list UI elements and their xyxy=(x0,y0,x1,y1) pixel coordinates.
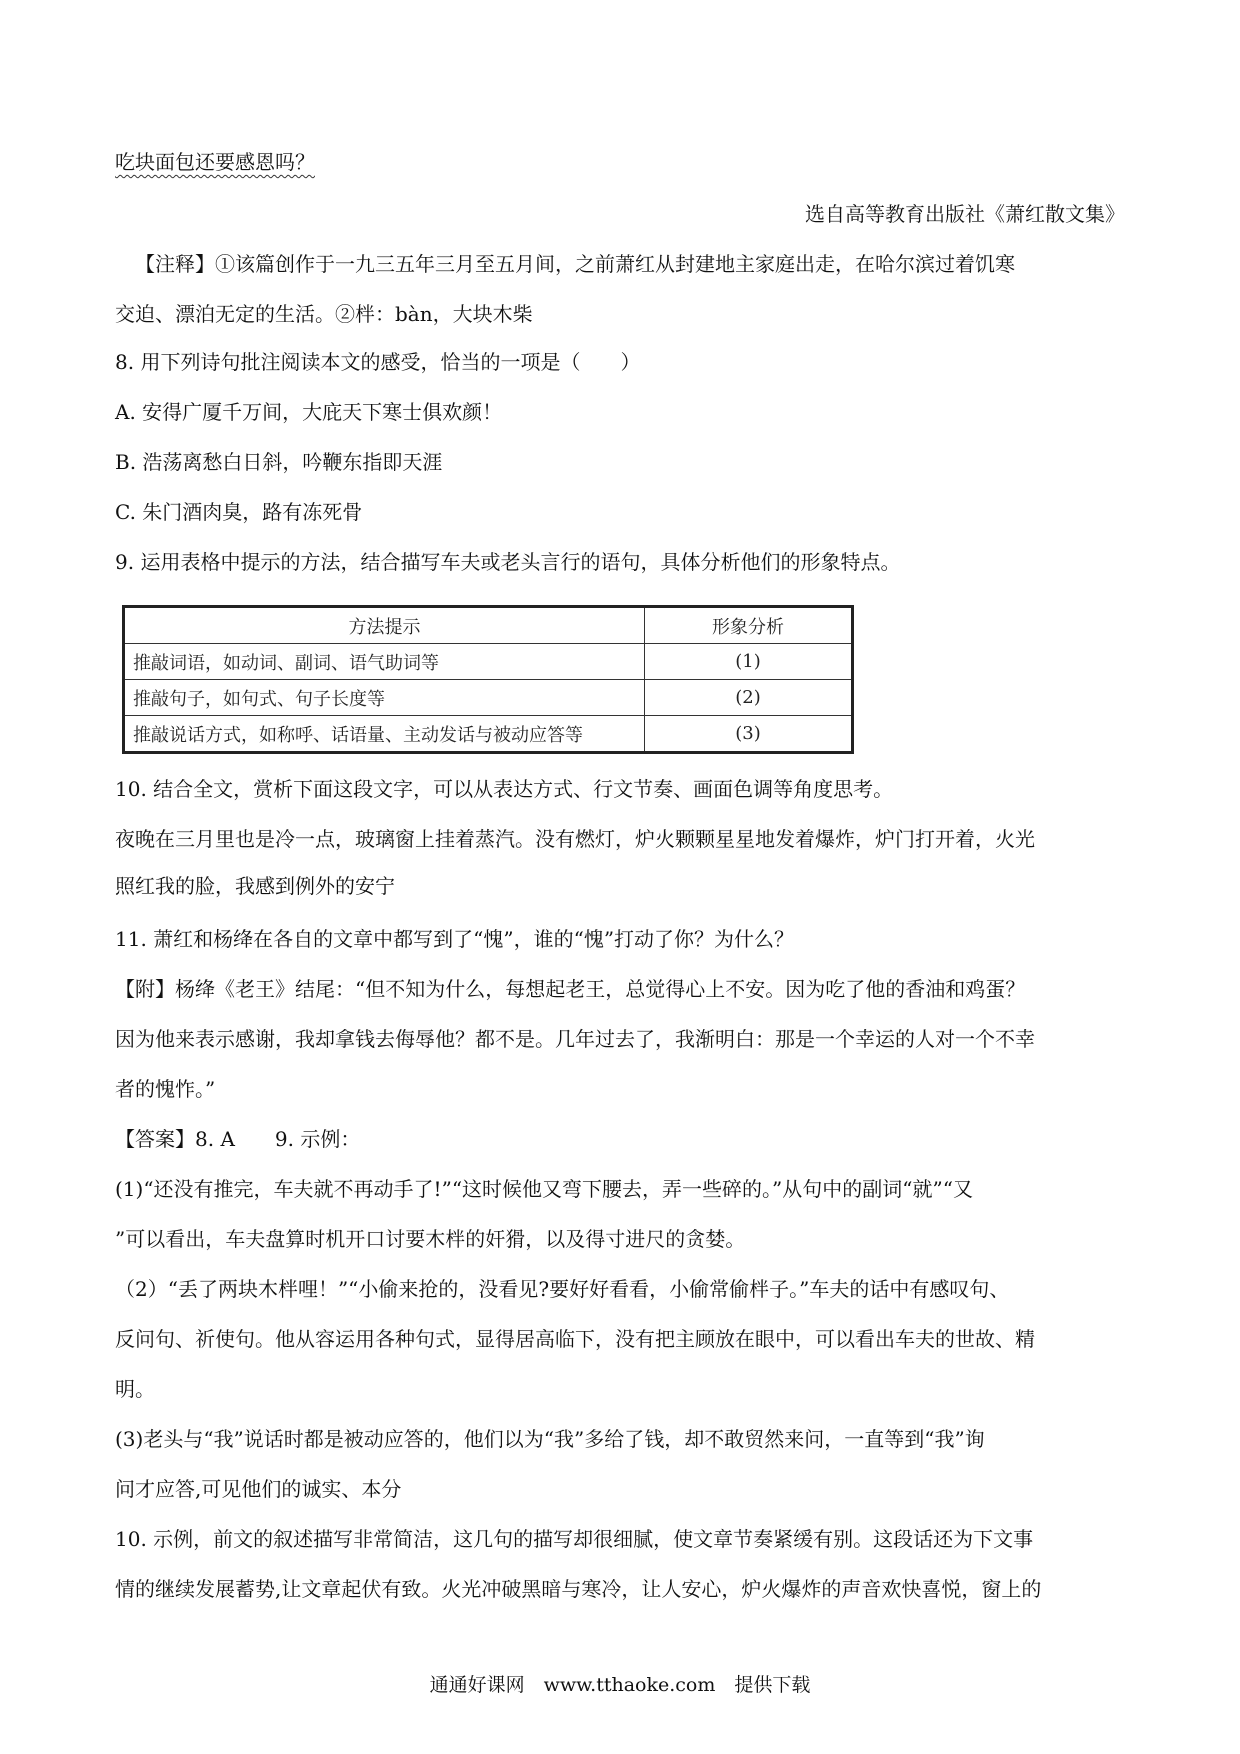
title-text: 吃块面包还要感恩吗？ xyxy=(115,150,315,174)
note-line-1: 【注释】①该篇创作于一九三五年三月至五月间，之前萧红从封建地主家庭出走，在哈尔滨过着饥寒 xyxy=(135,252,1015,276)
question-11: 11. 萧红和杨绛在各自的文章中都写到了“愧”，谁的“愧”打动了你？为什么？ xyxy=(115,927,795,951)
question-9: 9. 运用表格中提示的方法，结合描写车夫或老头言行的语句，具体分析他们的形象特点。 xyxy=(115,550,901,574)
option-a: A. 安得广厦千万间，大庇天下寒士俱欢颜！ xyxy=(115,400,503,424)
answer-9-3-line-2: 问才应答,可见他们的诚实、本分 xyxy=(115,1477,402,1501)
answer-9-3-line-1: (3)老头与“我”说话时都是被动应答的，他们以为“我”多给了钱，却不敢贸然来问，一直等到“我”询 xyxy=(115,1427,985,1451)
footer-credit: 通通好课网 www.tthaoke.com 提供下载 xyxy=(429,1674,811,1696)
answer-heading: 【答案】8. A 9. 示例： xyxy=(115,1127,361,1151)
row-method: 推敲词语，如动词、副词、语气助词等 xyxy=(124,644,645,680)
header-method: 方法提示 xyxy=(124,607,645,644)
attachment-line-1: 【附】杨绛《老王》结尾：“但不知为什么，每想起老王，总觉得心上不安。因为吃了他的香油和鸡蛋？ xyxy=(115,977,1026,1001)
source-line: 选自高等教育出版社《萧红散文集》 xyxy=(805,202,1125,226)
header-analysis: 形象分析 xyxy=(645,607,853,644)
question-8: 8. 用下列诗句批注阅读本文的感受，恰当的一项是（ ） xyxy=(115,350,641,374)
answer-9-1-line-2: ”可以看出，车夫盘算时机开口讨要木柈的奸猾，以及得寸进尺的贪婪。 xyxy=(115,1227,746,1251)
row-analysis: (3) xyxy=(645,716,853,753)
table-header-row xyxy=(124,607,853,644)
note-line-2: 交迫、漂泊无定的生活。②柈：bàn，大块木柴 xyxy=(115,302,533,326)
attachment-line-3: 者的愧怍。” xyxy=(115,1077,216,1101)
answer-9-1-line-1: (1)“还没有推完，车夫就不再动手了!”“这时候他又弯下腰去，弄一些碎的。”从句中的副词“就”“又 xyxy=(115,1177,973,1201)
attachment-line-2: 因为他来表示感谢，我却拿钱去侮辱他？都不是。几年过去了，我渐明白：那是一个幸运的人对一个不幸 xyxy=(115,1027,1035,1051)
answer-9-2-line-3: 明。 xyxy=(115,1377,155,1401)
option-b: B. 浩荡离愁白日斜，吟鞭东指即天涯 xyxy=(115,450,443,474)
answer-10-line-2: 情的继续发展蓄势,让文章起伏有致。火光冲破黑暗与寒冷，让人安心，炉火爆炸的声音欢快喜悦，窗上的 xyxy=(115,1577,1042,1601)
row-method: 推敲说话方式，如称呼、话语量、主动发话与被动应答等 xyxy=(124,716,645,753)
answer-9-2-line-1: （2）“丢了两块木柈哩！”“小偷来抢的，没看见?要好好看看，小偷常偷柈子。”车夫的话中有感叹句、 xyxy=(115,1277,1010,1301)
q10-text-2: 照红我的脸，我感到例外的安宁 xyxy=(115,874,395,898)
title-line xyxy=(115,148,1125,176)
answer-10-line-1: 10. 示例，前文的叙述描写非常简洁，这几句的描写却很细腻，使文章节奏紧缓有别。这段话还为下文事 xyxy=(115,1527,1034,1551)
q10-text-1: 夜晚在三月里也是冷一点，玻璃窗上挂着蒸汽。没有燃灯，炉火颗颗星星地发着爆炸，炉门打开着，火光 xyxy=(115,827,1035,851)
table-row xyxy=(124,716,853,753)
table-row xyxy=(124,680,853,716)
question-10: 10. 结合全文，赏析下面这段文字，可以从表达方式、行文节奏、画面色调等角度思考。 xyxy=(115,777,894,801)
row-analysis: (1) xyxy=(645,644,853,680)
table-row xyxy=(124,644,853,680)
answer-9-2-line-2: 反问句、祈使句。他从容运用各种句式，显得居高临下，没有把主顾放在眼中，可以看出车夫的世故、精 xyxy=(115,1327,1035,1351)
option-c: C. 朱门酒肉臭，路有冻死骨 xyxy=(115,500,363,524)
row-analysis: (2) xyxy=(645,680,853,716)
method-table xyxy=(122,605,854,754)
row-method: 推敲句子，如句式、句子长度等 xyxy=(124,680,645,716)
